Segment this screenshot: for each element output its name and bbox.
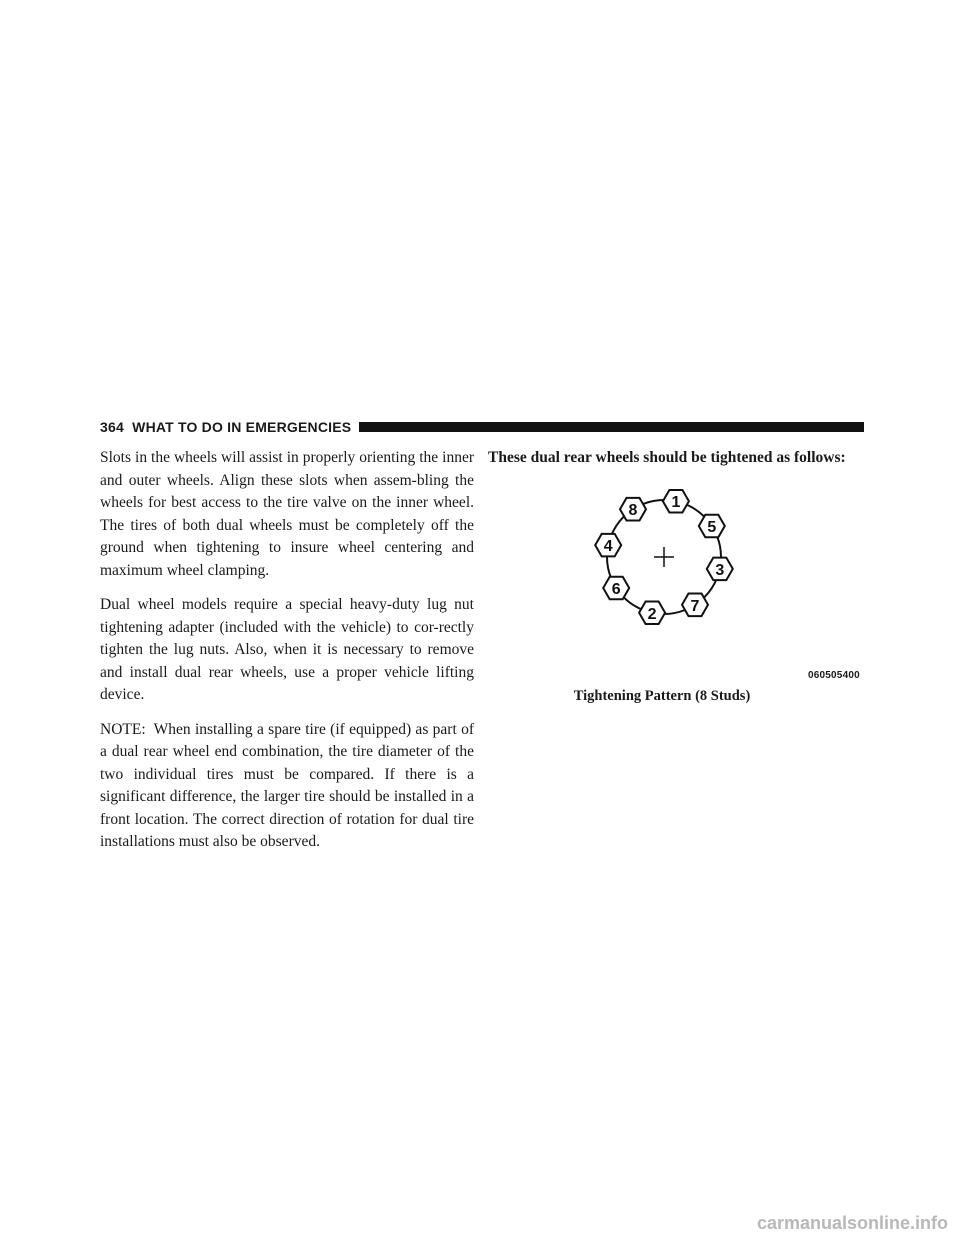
stud-3: [707, 558, 733, 581]
center-cross: [654, 547, 674, 567]
stud-5: [699, 515, 725, 538]
stud-6: [603, 577, 629, 600]
figure-code: 060505400: [808, 670, 860, 681]
tightening-intro: These dual rear wheels should be tightened as follows:: [488, 449, 846, 466]
figure-caption: Tightening Pattern (8 Studs): [573, 688, 751, 704]
stud-number: 2: [647, 605, 657, 623]
stud-number: 5: [707, 519, 717, 536]
note-label: NOTE:: [100, 720, 146, 738]
tightening-pattern-diagram: [588, 482, 758, 630]
stud-1: [663, 490, 689, 513]
page-header-text: [100, 419, 351, 435]
stud-number: 7: [690, 597, 700, 615]
stud-7: [682, 594, 708, 617]
stud-number: 1: [671, 494, 681, 512]
stud-2: [639, 602, 665, 625]
left-column: [100, 447, 474, 866]
stud-4: [595, 534, 621, 557]
stud-number: 6: [611, 581, 621, 598]
page-number: 364: [100, 419, 124, 435]
paragraph-slots: Slots in the wheels will assist in properly orienting the inner and outer wheels. Align these slots when assem-bling the wheels for best access to the tire valve on the inner wheel. The tires of both dual wheels must be completely off the ground when tightening to insure wheel centering and maximum wheel clamping.: [100, 449, 474, 579]
header-rule: [359, 422, 864, 432]
stud-number: 8: [628, 502, 638, 520]
right-column: [488, 447, 866, 470]
stud-number: 3: [715, 561, 725, 579]
note-paragraph: [100, 719, 474, 854]
watermark: carmanualsonline.info: [756, 1213, 948, 1233]
page-header: [100, 418, 864, 436]
paragraph-dual-wheel: Dual wheel models require a special heavy-duty lug nut tightening adapter (included with the vehicle) to cor-rectly tighten the lug nuts. Also, when it is necessary to remove and install dual rear wheels, use a proper vehicle lifting device.: [100, 596, 474, 703]
stud-8: [620, 498, 646, 521]
stud-number: 4: [603, 538, 613, 556]
note-text: When installing a spare tire (if equipped) as part of a dual rear wheel end combination, the tire diameter of the two individual tires must be compared. If there is a significant difference, the larger tire should be installed in a front location. The correct direction of rotation for dual tire installations must also be observed.: [100, 720, 474, 850]
section-title: WHAT TO DO IN EMERGENCIES: [132, 419, 352, 435]
